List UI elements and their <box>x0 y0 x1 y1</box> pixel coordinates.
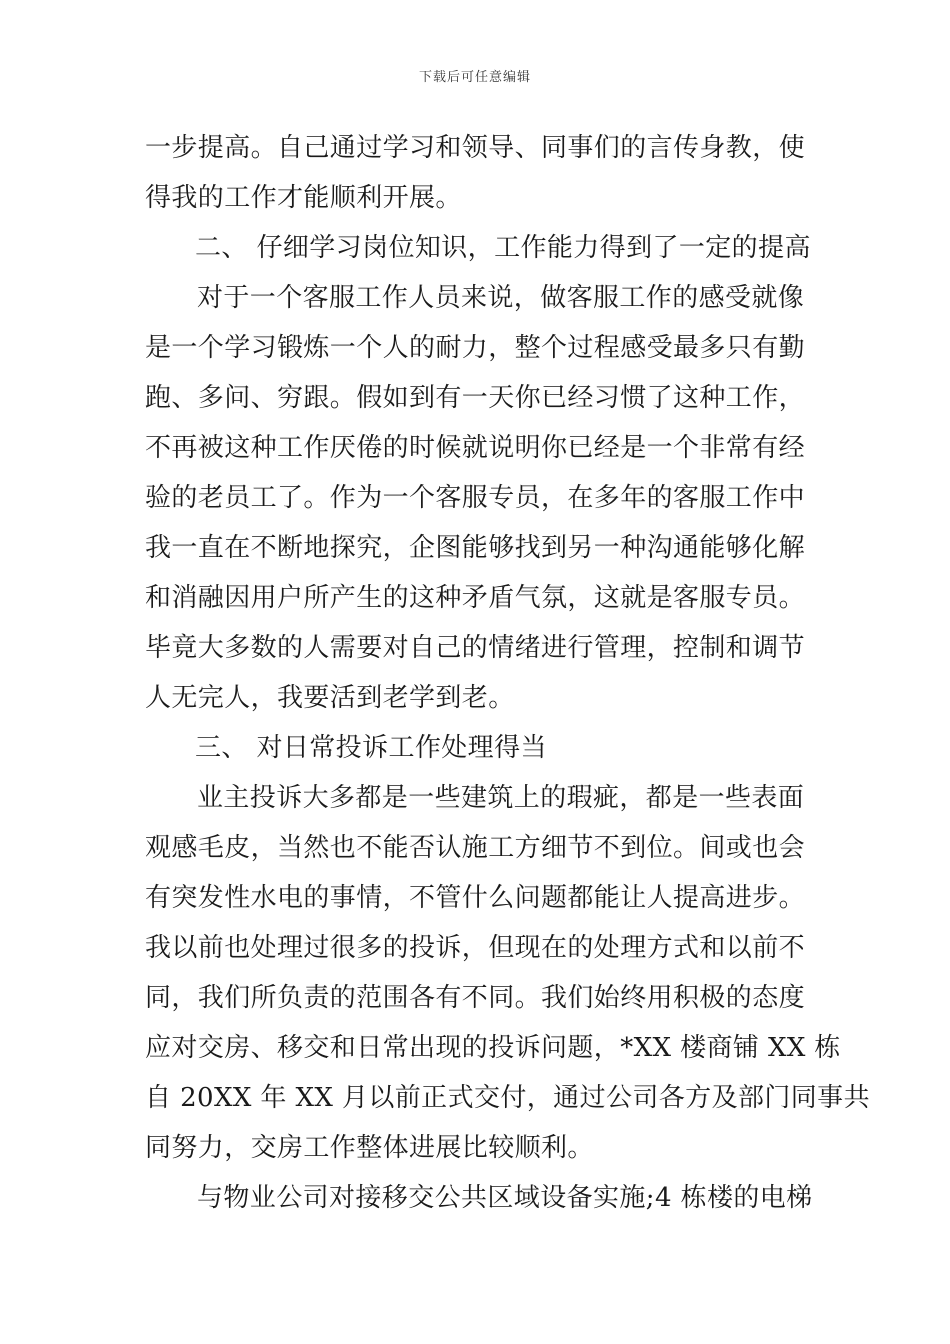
text-line: 跑、多问、穷跟。假如到有一天你已经习惯了这种工作， <box>145 383 806 413</box>
text-line: 自 20XX 年 XX 月以前正式交付，通过公司各方及部门同事共 <box>145 1083 870 1113</box>
text-line: 是一个学习锻炼一个人的耐力，整个过程感受最多只有勤 <box>145 333 806 363</box>
text-line: 和消融因用户所产生的这种矛盾气氛，这就是客服专员。 <box>145 583 806 613</box>
text-line: 验的老员工了。作为一个客服专员，在多年的客服工作中 <box>145 483 806 513</box>
section-heading: 三、 对日常投诉工作处理得当 <box>195 733 547 763</box>
text-line: 与物业公司对接移交公共区域设备实施;4 栋楼的电梯 <box>197 1183 813 1213</box>
text-line: 应对交房、移交和日常出现的投诉问题，*XX 楼商铺 XX 栋 <box>145 1033 841 1063</box>
text-line: 业主投诉大多都是一些建筑上的瑕疵，都是一些表面 <box>197 783 805 813</box>
text-line: 人无完人，我要活到老学到老。 <box>145 683 515 713</box>
page-header-note: 下载后可任意编辑 <box>418 70 531 85</box>
text-line: 得我的工作才能顺利开展。 <box>145 183 462 213</box>
text-line: 观感毛皮，当然也不能否认施工方细节不到位。间或也会 <box>145 833 806 863</box>
text-line: 同努力，交房工作整体进展比较顺利。 <box>145 1133 594 1163</box>
text-line: 对于一个客服工作人员来说，做客服工作的感受就像 <box>197 283 805 313</box>
text-line: 毕竟大多数的人需要对自己的情绪进行管理，控制和调节 <box>145 633 806 663</box>
text-line: 我以前也处理过很多的投诉，但现在的处理方式和以前不 <box>145 933 806 963</box>
text-line: 不再被这种工作厌倦的时候就说明你已经是一个非常有经 <box>145 433 806 463</box>
text-line: 同，我们所负责的范围各有不同。我们始终用积极的态度 <box>145 983 806 1013</box>
text-line: 我一直在不断地探究，企图能够找到另一种沟通能够化解 <box>145 533 806 563</box>
section-heading: 二、 仔细学习岗位知识，工作能力得到了一定的提高 <box>195 233 811 263</box>
text-line: 一步提高。自己通过学习和领导、同事们的言传身教，使 <box>145 133 806 163</box>
text-line: 有突发性水电的事情，不管什么问题都能让人提高进步。 <box>145 883 806 913</box>
